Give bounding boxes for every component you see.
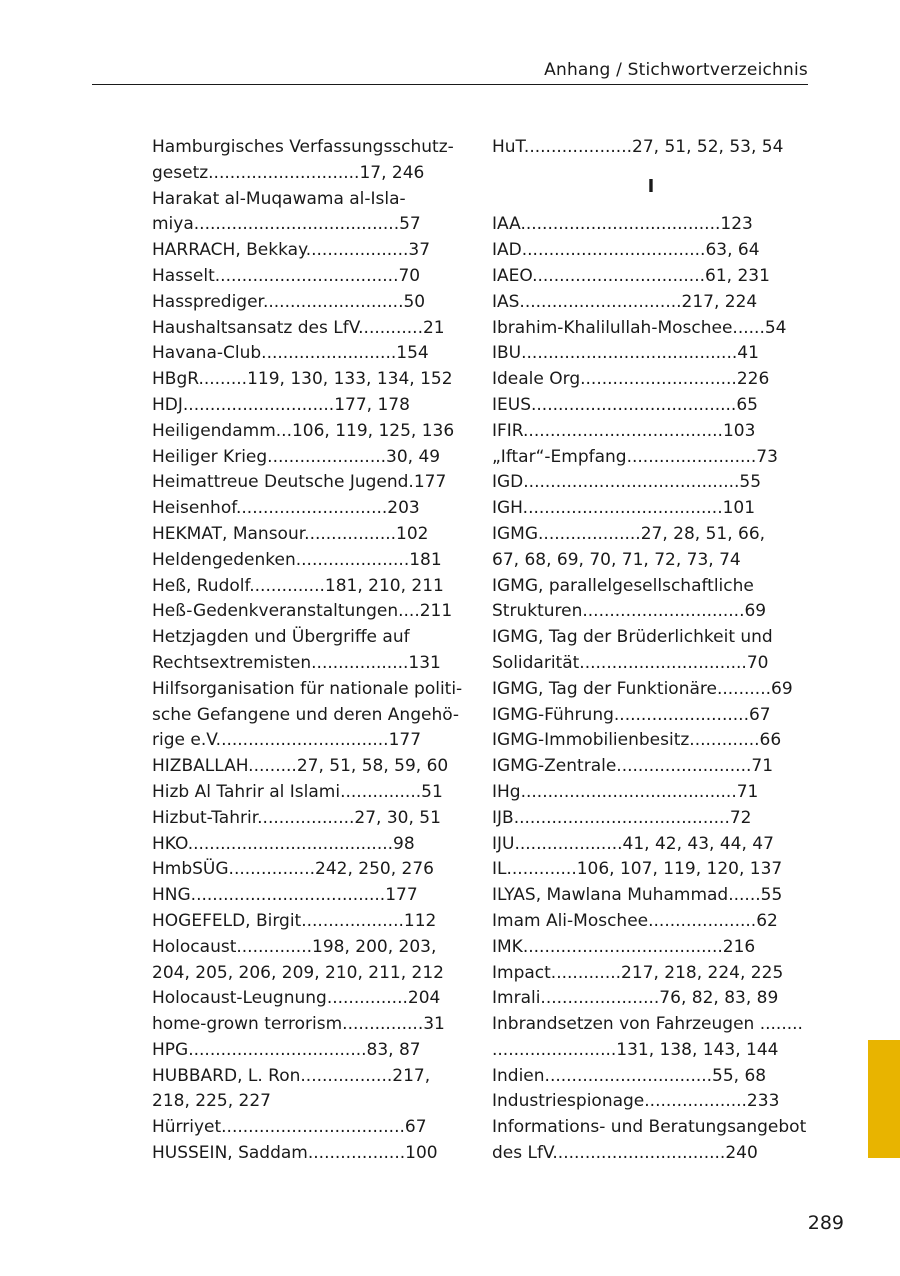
index-entry: IGMG-Zentrale.........................71 [492, 756, 774, 777]
index-column-right [492, 135, 810, 1167]
index-entry: IGMG-Führung.........................67 [492, 704, 771, 725]
index-entry: miya......................................57 [152, 214, 421, 235]
index-entry: Imam Ali-Moschee....................62 [492, 910, 778, 931]
index-entry: HPG.................................83, 87 [152, 1039, 421, 1060]
index-entry: home-grown terrorism...............31 [152, 1014, 445, 1035]
index-entry: IGMG...................27, 28, 51, 66, [492, 523, 766, 544]
index-entry: Heiliger Krieg......................30, 49 [152, 446, 441, 467]
index-entry: Ideale Org.............................226 [492, 369, 770, 390]
index-entry: Industriespionage...................233 [492, 1091, 780, 1112]
index-entry: IFIR.....................................103 [492, 420, 756, 441]
index-entry: Harakat al-Muqawama al-Isla- [152, 188, 406, 209]
index-entry: IGD........................................55 [492, 472, 762, 493]
index-entry: Ibrahim-Khalilullah-Moschee......54 [492, 317, 787, 338]
index-entry: IGMG-Immobilienbesitz.............66 [492, 730, 782, 751]
index-entry: HOGEFELD, Birgit...................112 [152, 910, 437, 931]
index-entry: gesetz............................17, 246 [152, 162, 425, 183]
index-entry: IL.............106, 107, 119, 120, 137 [492, 859, 783, 880]
index-entry: Holocaust..............198, 200, 203, [152, 936, 437, 957]
index-entry: HUSSEIN, Saddam..................100 [152, 1143, 438, 1164]
index-entry: HUBBARD, L. Ron.................217, [152, 1065, 431, 1086]
index-entry: Heiligendamm...106, 119, 125, 136 [152, 420, 455, 441]
index-entry: Heldengedenken.....................181 [152, 549, 442, 570]
index-entry: Hürriyet..................................67 [152, 1117, 427, 1138]
index-entry: sche Gefangene und deren Angehö- [152, 704, 460, 725]
index-entry: HDJ............................177, 178 [152, 394, 410, 415]
index-entry: Heß, Rudolf..............181, 210, 211 [152, 575, 444, 596]
index-entry: IAD..................................63, 64 [492, 240, 760, 261]
index-entry: ILYAS, Mawlana Muhammad......55 [492, 885, 783, 906]
index-entry: IGMG, Tag der Funktionäre..........69 [492, 678, 793, 699]
index-entry: Hasselt..................................70 [152, 265, 421, 286]
index-entry: Rechtsextremisten..................131 [152, 652, 441, 673]
index-entry: Imrali......................76, 82, 83, 89 [492, 988, 779, 1009]
index-entry: rige e.V................................177 [152, 730, 422, 751]
index-entry: .......................131, 138, 143, 144 [492, 1039, 779, 1060]
index-entry: HBgR.........119, 130, 133, 134, 152 [152, 369, 453, 390]
index-entry: Hilfsorganisation für nationale politi- [152, 678, 463, 699]
index-entry: Havana-Club.........................154 [152, 343, 429, 364]
index-entry: Impact.............217, 218, 224, 225 [492, 962, 784, 983]
index-entry: IGMG, parallelgesellschaftliche [492, 575, 754, 596]
index-column-left [152, 135, 468, 1167]
index-entry: „Iftar“-Empfang........................73 [492, 446, 778, 467]
header-rule [92, 84, 808, 85]
chapter-tab-marker [868, 1040, 900, 1158]
index-entry: IHg........................................71 [492, 781, 759, 802]
index-entry: HKO......................................98 [152, 833, 415, 854]
index-entry: des LfV................................240 [492, 1143, 758, 1164]
index-entry: Holocaust-Leugnung...............204 [152, 988, 441, 1009]
index-entry: HmbSÜG................242, 250, 276 [152, 859, 434, 880]
index-entry: HARRACH, Bekkay...................37 [152, 240, 431, 261]
index-entry: IGMG, Tag der Brüderlichkeit und [492, 627, 773, 648]
index-entry: IMK.....................................216 [492, 936, 756, 957]
section-letter: I [647, 175, 655, 197]
index-entry: Haushaltsansatz des LfV............21 [152, 317, 445, 338]
index-entry: HuT....................27, 51, 52, 53, 54 [492, 137, 784, 157]
index-entry: HIZBALLAH.........27, 51, 58, 59, 60 [152, 756, 449, 777]
index-entry: Hamburgisches Verfassungsschutz- [152, 137, 454, 157]
index-entry: Solidarität...............................70 [492, 652, 769, 673]
index-entry: IAA.....................................123 [492, 214, 753, 235]
index-entry: Heimattreue Deutsche Jugend.177 [152, 472, 447, 493]
index-entry: IJU....................41, 42, 43, 44, 47 [492, 833, 774, 854]
index-entry: IAS..............................217, 224 [492, 291, 758, 312]
index-entry: HNG....................................177 [152, 885, 418, 906]
index-entry: IBU........................................41 [492, 343, 759, 364]
index-entry: IJB........................................72 [492, 807, 752, 828]
index-entry: Hetzjagden und Übergriffe auf [152, 627, 410, 648]
page-number: 289 [807, 1212, 844, 1234]
index-entry: Indien...............................55, 68 [492, 1065, 767, 1086]
index-entry: 67, 68, 69, 70, 71, 72, 73, 74 [492, 549, 741, 570]
index-entry: IAEO................................61, 231 [492, 265, 770, 286]
index-entry: Informations- und Beratungsangebot [492, 1117, 807, 1138]
index-entry: Hizb Al Tahrir al Islami...............51 [152, 781, 443, 802]
index-entry: Hizbut-Tahrir..................27, 30, 51 [152, 807, 441, 828]
index-entry: Strukturen..............................69 [492, 601, 767, 622]
index-entry: Heß-Gedenkveranstaltungen....211 [152, 601, 453, 622]
index-entry: Heisenhof............................203 [152, 498, 420, 519]
index-entry: 218, 225, 227 [152, 1091, 271, 1112]
index-entry: Hassprediger..........................50 [152, 291, 426, 312]
index-entry: HEKMAT, Mansour.................102 [152, 523, 429, 544]
index-entry: IEUS......................................65 [492, 394, 758, 415]
index-entry: Inbrandsetzen von Fahrzeugen ........ [492, 1014, 803, 1035]
index-entry: IGH.....................................101 [492, 498, 756, 519]
index-entry: 204, 205, 206, 209, 210, 211, 212 [152, 962, 444, 983]
running-header: Anhang / Stichwortverzeichnis [544, 60, 808, 80]
